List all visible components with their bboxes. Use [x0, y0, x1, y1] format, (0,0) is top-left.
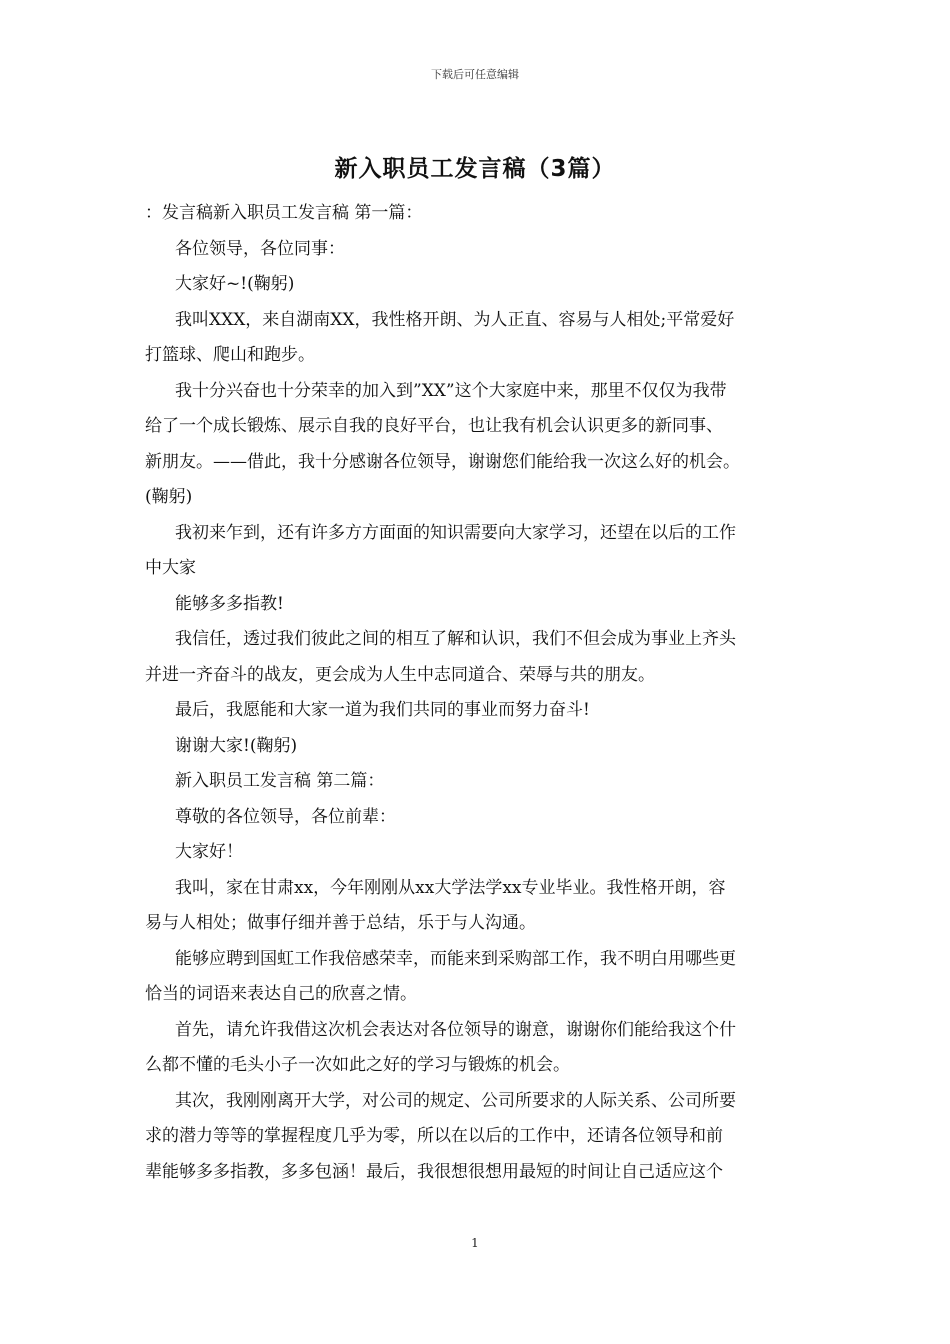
text-line: 中大家: [145, 558, 196, 578]
text-line: 我十分兴奋也十分荣幸的加入到”XX”这个大家庭中来，那里不仅仅为我带: [175, 380, 727, 401]
page-number: 1: [471, 1236, 479, 1250]
page-header-note: 下载后可任意编辑: [431, 68, 519, 81]
text-line: 么都不懂的毛头小子一次如此之好的学习与锻炼的机会。: [145, 1055, 570, 1075]
text-line: 恰当的词语来表达自己的欣喜之情。: [145, 984, 417, 1004]
text-line: 我叫XXX，来自湖南XX，我性格开朗、为人正直、容易与人相处;平常爱好: [175, 309, 735, 330]
text-line: 给了一个成长锻炼、展示自我的良好平台，也让我有机会认识更多的新同事、: [145, 416, 723, 436]
text-line: 大家好~!(鞠躬): [175, 274, 295, 294]
text-line: 大家好！: [175, 842, 243, 862]
text-line: 求的潜力等等的掌握程度几乎为零，所以在以后的工作中，还请各位领导和前: [145, 1126, 723, 1146]
text-line: 各位领导，各位同事：: [175, 238, 345, 259]
text-line: (鞠躬): [145, 487, 193, 507]
document-title: 新入职员工发言稿（3篇）: [334, 156, 616, 182]
text-line: 易与人相处；做事仔细并善于总结，乐于与人沟通。: [145, 913, 536, 933]
text-line: 能够应聘到国虹工作我倍感荣幸，而能来到采购部工作，我不明白用哪些更: [175, 948, 736, 969]
text-line: 我信任，透过我们彼此之间的相互了解和认识，我们不但会成为事业上齐头: [175, 629, 736, 649]
text-line: ：发言稿新入职员工发言稿 第一篇：: [145, 203, 423, 223]
text-line: 谢谢大家!(鞠躬): [175, 735, 298, 756]
text-line: 我叫，家在甘肃xx，今年刚刚从xx大学法学xx专业毕业。我性格开朗，容: [175, 877, 726, 898]
text-line: 新朋友。——借此，我十分感谢各位领导，谢谢您们能给我一次这么好的机会。: [145, 451, 740, 472]
text-line: 首先，请允许我借这次机会表达对各位领导的谢意，谢谢你们能给我这个什: [175, 1019, 736, 1040]
document-body: [145, 196, 825, 1190]
text-line: 打篮球、爬山和跑步。: [145, 345, 315, 365]
text-line: 尊敬的各位领导，各位前辈：: [175, 806, 396, 827]
text-line: 其次，我刚刚离开大学，对公司的规定、公司所要求的人际关系、公司所要: [175, 1090, 736, 1111]
text-line: 能够多多指教!: [175, 593, 284, 614]
text-line: 并进一齐奋斗的战友，更会成为人生中志同道合、荣辱与共的朋友。: [145, 664, 655, 685]
text-line: 最后，我愿能和大家一道为我们共同的事业而努力奋斗!: [175, 700, 590, 720]
text-line: 我初来乍到，还有许多方方面面的知识需要向大家学习，还望在以后的工作: [175, 522, 736, 543]
text-line: 新入职员工发言稿 第二篇：: [175, 771, 385, 791]
text-line: 辈能够多多指教，多多包涵！最后，我很想很想用最短的时间让自己适应这个: [145, 1161, 723, 1182]
